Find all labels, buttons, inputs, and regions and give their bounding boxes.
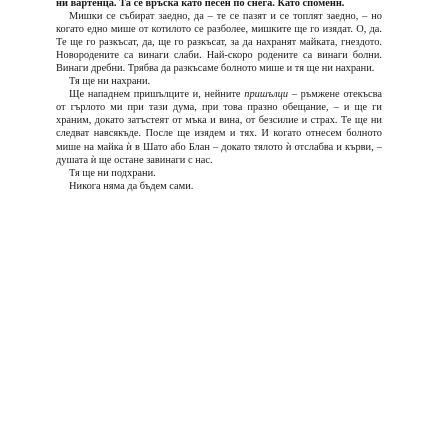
paragraph: [56, 167, 382, 180]
paragraph-text: Никога няма да бъдем сами.: [69, 180, 194, 192]
paragraph-continued: [56, 0, 382, 10]
emphasized-word: пришълци: [244, 89, 289, 101]
page-text: [56, 0, 382, 193]
paragraph-text: Ще нападнем пришълците и, нейните: [69, 89, 245, 101]
paragraph-text: ни вартенца. Та се връска като песен по снега. Като споменн.: [56, 0, 345, 9]
paragraph: [56, 75, 382, 88]
paragraph: [56, 10, 382, 75]
paragraph-text: Мишки се събират заедно, да – те се пазят и се топлят заедно, – но когато едно мише от котилото се разболее, мишките ще го изядат. О, да. Те ще го разкъсат, да, ще го разкъсат, за да нахранят майката, гнездото. Новородените са винаги слаби. Най-скоро родените са винаги болни. Винаги дребни. Трябва да разкъсаме болното мише и тя ще ни нахрани.: [56, 11, 382, 75]
paragraph: [56, 88, 382, 166]
paragraph: [56, 180, 382, 193]
paragraph-text: Тя ще ни нахрани.: [69, 76, 151, 88]
paragraph-text: Тя ще ни подхрани.: [69, 167, 156, 179]
paragraph-text: – ръмжене отекъсва от гърлото ми при тази дума, при това празно обещание, – и ще ги храним, докато затъстеят от мъка и вина, от безсилие и страх. Те ще ни следват навсякъде. После ще изядем и тях. И когато отнесем болното мише на майка ѝ в Шато або Блан – докато тялото ѝ отслабва и кърви, – душата ѝ ще остане завинаги с нас.: [56, 89, 382, 166]
